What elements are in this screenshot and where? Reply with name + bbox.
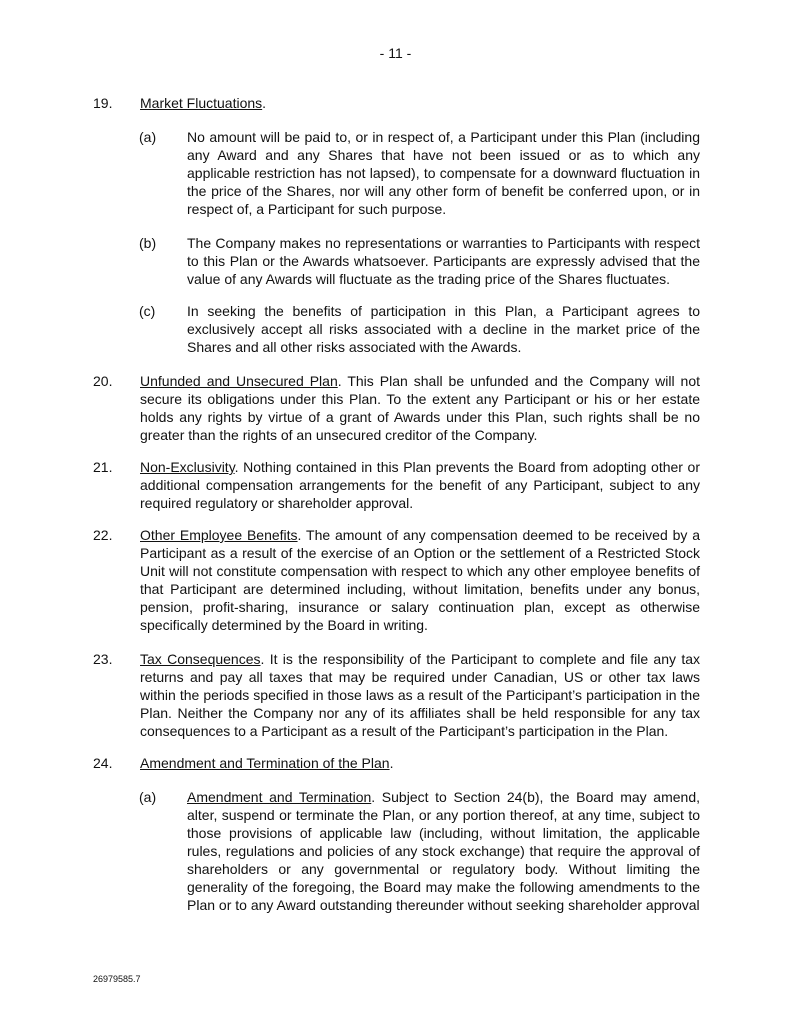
- section-19-b: [139, 234, 700, 288]
- sub-label: (a): [139, 789, 157, 805]
- sub-label: (b): [139, 235, 157, 251]
- sub-label: (c): [139, 303, 156, 319]
- section-24-a: [139, 788, 700, 914]
- heading-period: .: [262, 95, 267, 111]
- section-heading: Amendment and Termination of the Plan: [140, 755, 390, 771]
- section-number: 22.: [93, 527, 113, 543]
- section-text: . The amount of any compensation deemed to be received by a Participant as a result of the exercise of an Option or the settlement of a Restricted Stock Unit will not constitute compensation with respect to which any other employee benefits of that Participant are determined including, without limitation, benefits under any bonus, pension, profit-sharing, insurance or salary continuation plan, except as otherwise specifically determined by the Board in writing.: [140, 527, 700, 633]
- sub-heading: Amendment and Termination: [187, 789, 372, 805]
- section-number: 23.: [93, 651, 113, 667]
- section-21: [93, 458, 700, 512]
- section-heading: Unfunded and Unsecured Plan: [140, 373, 338, 389]
- sub-label: (a): [139, 129, 157, 145]
- section-heading: Market Fluctuations: [140, 95, 263, 111]
- sub-text: In seeking the benefits of participation in this Plan, a Participant agrees to exclusively accept all risks associated with a decline in the market price of the Shares and all other risks associated with the Awards.: [187, 303, 700, 355]
- section-19-c: [139, 302, 700, 356]
- section-text: . This Plan shall be unfunded and the Company will not secure its obligations under this Plan. To the extent any Participant or his or her estate holds any rights by virtue of a grant of Awards under this Plan, such rights shall be no greater than the rights of an unsecured creditor of the Company.: [140, 373, 701, 443]
- heading-period: .: [389, 755, 394, 771]
- section-number: 24.: [93, 755, 113, 771]
- section-22: [93, 526, 700, 634]
- section-19: [93, 94, 700, 112]
- section-23: [93, 650, 700, 740]
- section-number: 20.: [93, 373, 113, 389]
- page-number: - 11 -: [379, 45, 412, 61]
- sub-text: No amount will be paid to, or in respect of, a Participant under this Plan (including any Award and any Shares that have not been issued or as to which any applicable restriction has not lapsed), to compensate for a downward fluctuation in the price of the Shares, nor will any other form of benefit be conferred upon, or in respect of, a Participant for such purpose.: [187, 129, 700, 217]
- section-19-a: [139, 128, 700, 218]
- section-heading: Other Employee Benefits: [140, 527, 298, 543]
- section-heading: Non-Exclusivity: [140, 459, 235, 475]
- section-text: . Nothing contained in this Plan prevents the Board from adopting other or additional compensation arrangements for the benefit of any Participant, subject to any required regulatory or shareholder approval.: [140, 459, 700, 511]
- section-number: 19.: [93, 95, 113, 111]
- sub-text: The Company makes no representations or warranties to Participants with respect to this Plan or the Awards whatsoever. Participants are expressly advised that the value of any Awards will fluctuate as the trading price of the Shares fluctuates.: [187, 235, 700, 287]
- sub-text: . Subject to Section 24(b), the Board may amend, alter, suspend or terminate the Plan, or any portion thereof, at any time, subject to those provisions of applicable law (including, without limitation, the applicable rules, regulations and policies of any stock exchange) that require the approval of shareholders or any governmental or regulatory body. Without limiting the generality of the foregoing, the Board may make the following amendments to the Plan or to any Award outstanding thereunder without seeking shareholder approval: [187, 789, 700, 913]
- section-24: [93, 754, 700, 772]
- section-heading: Tax Consequences: [140, 651, 261, 667]
- section-20: [93, 372, 700, 444]
- section-text: . It is the responsibility of the Participant to complete and file any tax returns and pay all taxes that may be required under Canadian, US or other tax laws within the periods specified in those laws as a result of the Participant’s participation in the Plan. Neither the Company nor any of its affiliates shall be held responsible for any tax consequences to a Participant as a result of the Participant’s participation in the Plan.: [140, 651, 700, 739]
- document-id: 26979585.7: [93, 974, 141, 984]
- section-number: 21.: [93, 459, 113, 475]
